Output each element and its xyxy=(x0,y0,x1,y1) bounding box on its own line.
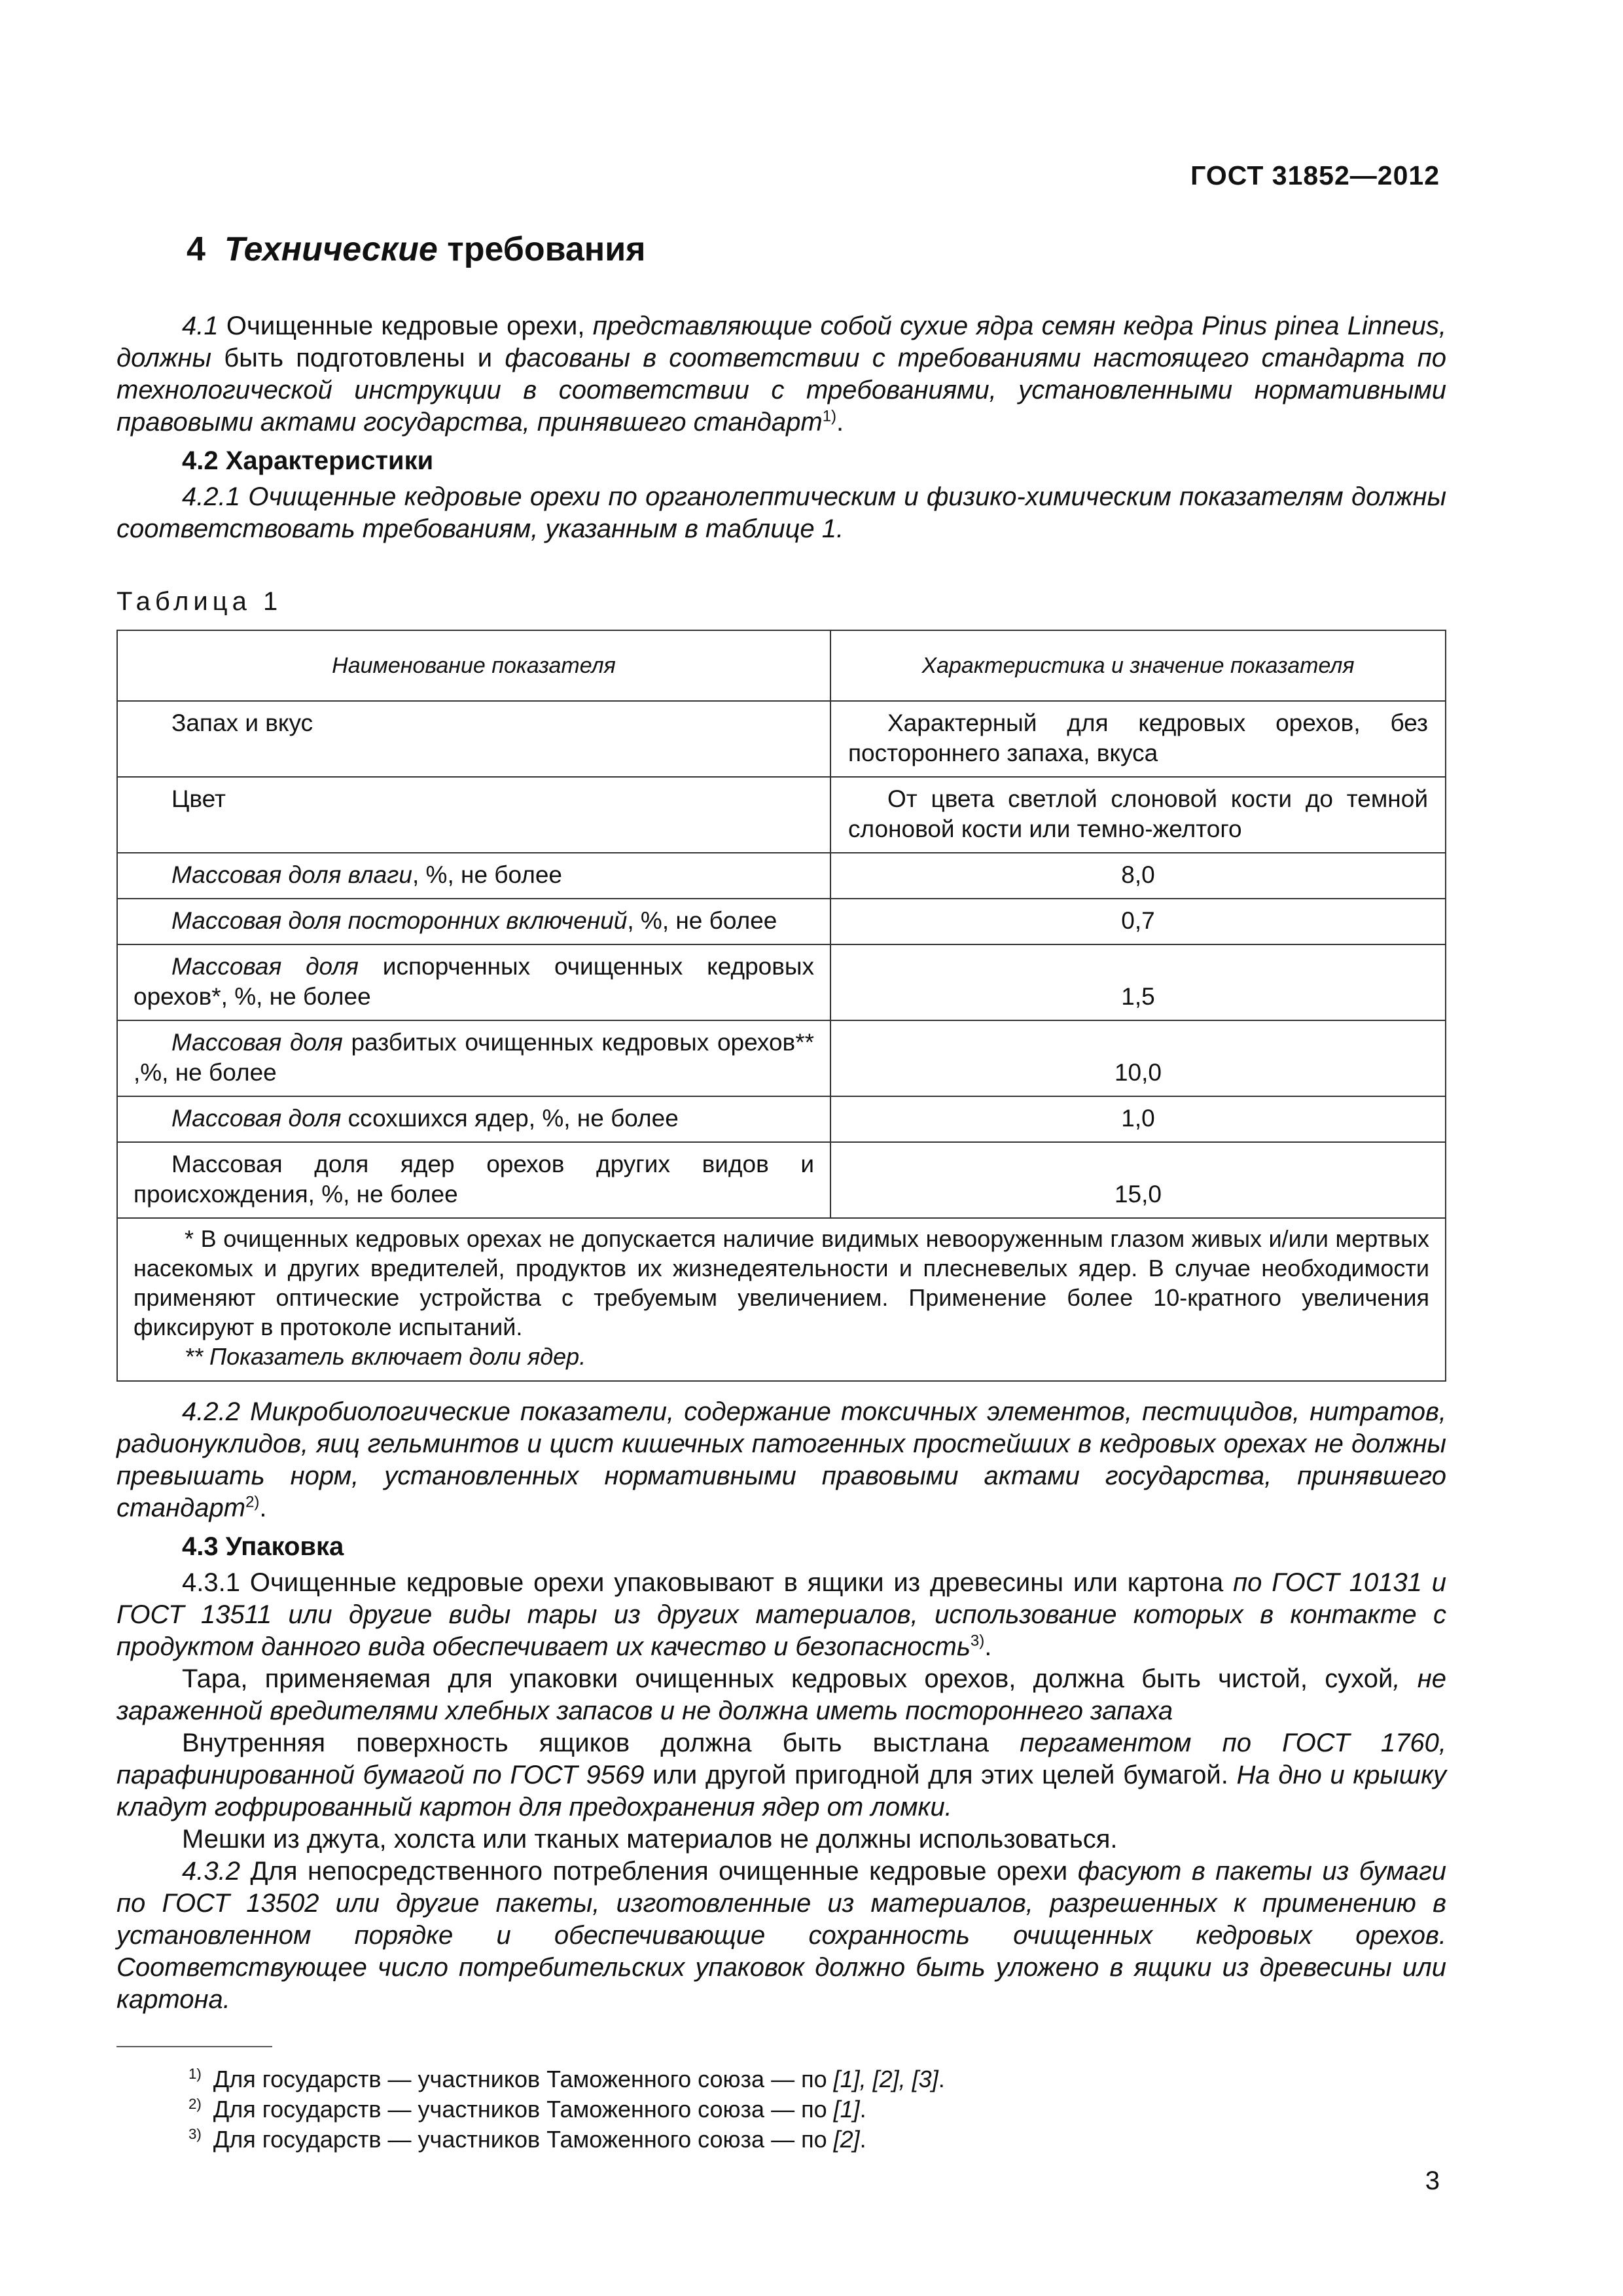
footnote xyxy=(116,2064,1446,2094)
text-run-italic: 4.2.2 Микробиологические показатели, содержание токсичных элементов, пестицидов, нитратов, радионуклидов, яиц гельминтов и цист кишечных патогенных простейших в кедровых орехах не должны превышать норм, установленных нормативными правовыми актами государства, принявшего стандарт xyxy=(116,1397,1446,1522)
table-header-row xyxy=(117,630,1446,701)
cell-text xyxy=(134,906,814,936)
footnote-mark: 2) xyxy=(188,2096,202,2112)
footnote-ref: 1) xyxy=(822,407,837,425)
text-run-italic: Массовая доля посторонних включений xyxy=(171,907,628,934)
table-row xyxy=(117,899,1446,944)
row-name xyxy=(117,701,830,777)
paragraph-4-2-2 xyxy=(116,1396,1446,1524)
row-value: 1,0 xyxy=(830,1096,1446,1142)
footnote-ref: 3) xyxy=(970,1632,985,1650)
text-run: 4.3.1 Очищенные кедровые орехи упаковывают в ящики из древесины или картона xyxy=(182,1568,1234,1597)
text-run-italic: [1], [2], [3] xyxy=(833,2066,938,2092)
text-run-italic: пергаментом по ГОСТ 1760, парафинированной бумагой по ГОСТ 9569 xyxy=(116,1729,1446,1789)
text-run: Для государств — участников Таможенного союза — по xyxy=(213,2066,834,2092)
text-run: , %, не более xyxy=(412,861,563,888)
footnote-ref: 2) xyxy=(245,1493,260,1511)
column-header-name: Наименование показателя xyxy=(117,630,830,701)
paragraph-bags: Мешки из джута, холста или тканых материалов не должны использоваться. xyxy=(182,1825,1118,1854)
paragraph-4-1 xyxy=(116,310,1446,439)
table-notes xyxy=(117,1218,1446,1381)
table-row xyxy=(117,944,1446,1020)
row-name xyxy=(117,1096,830,1142)
text-run: , %, не более xyxy=(627,907,777,934)
cell-text xyxy=(134,860,814,890)
cell-text xyxy=(134,1028,814,1088)
footnote-separator xyxy=(116,2046,272,2047)
paragraph-4-3-1 xyxy=(116,1567,1446,1663)
standard-designation: ГОСТ 31852—2012 xyxy=(1190,160,1440,190)
text-run-italic: Массовая доля xyxy=(171,953,359,980)
row-name xyxy=(117,853,830,899)
text-run-italic: Массовая доля xyxy=(171,1105,342,1132)
text-run: . xyxy=(259,1494,267,1522)
text-run: быть подготовлены и xyxy=(211,344,505,372)
row-value: 1,5 xyxy=(830,944,1446,1020)
text-run-italic: [1] xyxy=(833,2096,860,2123)
paragraph-4-2-1 xyxy=(116,481,1446,545)
cell-text xyxy=(134,1103,814,1134)
text-run-italic: На дно и крышку кладут гофрированный картон для предохранения ядер от ломки. xyxy=(116,1761,1447,1821)
row-value: 10,0 xyxy=(830,1020,1446,1096)
row-value: От цвета светлой слоновой кости до темной слоновой кости или темно-желтого xyxy=(830,777,1446,853)
text-run-italic: Массовая доля xyxy=(171,1029,343,1056)
page-number: 3 xyxy=(1425,2166,1440,2195)
paragraph-4-3-2 xyxy=(116,1856,1446,2016)
table-note-2: ** Показатель включает доли ядер. xyxy=(185,1343,586,1370)
table-row xyxy=(117,777,1446,853)
text-run: Для государств — участников Таможенного союза — по xyxy=(213,2126,834,2153)
footnote-mark: 1) xyxy=(188,2066,202,2082)
table-row xyxy=(117,701,1446,777)
section-title-italic: Технические xyxy=(224,230,438,268)
text-run: ссохшихся ядер, %, не более xyxy=(341,1105,679,1132)
text-run: испорченных очищенных кедровых орехов*, %, не более xyxy=(134,953,814,1010)
paragraph-tara xyxy=(116,1663,1446,1727)
characteristics-table xyxy=(116,630,1446,1382)
text-run: разбитых очищенных кедровых орехов** ,%, не более xyxy=(134,1029,814,1086)
cell-text: Массовая доля ядер орехов других видов и происхождения, %, не более xyxy=(134,1151,814,1208)
table-row xyxy=(117,1096,1446,1142)
text-run: . xyxy=(859,2096,866,2123)
text-run-italic: фасуют в пакеты из бумаги по ГОСТ 13502 или другие пакеты, изготовленные из материалов, разрешенных к применению в установленном порядке и обеспечивающие сохранность очищенных кедровых орехов. Соответствующее число потребительских упаковок должно быть уложено в ящики из древесины или картона. xyxy=(116,1857,1447,2014)
cell-text: Запах и вкус xyxy=(171,709,313,736)
table-caption: Таблица 1 xyxy=(116,587,283,616)
section-number: 4 xyxy=(187,230,205,268)
row-name xyxy=(117,1020,830,1096)
text-run: . xyxy=(859,2126,866,2153)
column-header-value: Характеристика и значение показателя xyxy=(830,630,1446,701)
text-run-italic: фасованы в соответствии с требованиями настоящего стандарта по технологической инструкции в соответствии с требованиями, установленными нормативными правовыми актами государства, принявшего стандарт xyxy=(116,344,1447,437)
table-row xyxy=(117,1142,1446,1218)
paragraph-inner-surface xyxy=(116,1727,1446,1823)
row-value: Характерный для кедровых орехов, без постороннего запаха, вкуса xyxy=(830,701,1446,777)
cell-text xyxy=(134,952,814,1012)
row-name xyxy=(117,944,830,1020)
text-run: Очищенные кедровые орехи, xyxy=(218,312,593,340)
text-run: Для непосредственного потребления очищенные кедровые орехи xyxy=(240,1857,1078,1886)
text-run: Внутренняя поверхность ящиков должна быть выстлана xyxy=(182,1729,1020,1757)
text-run: или другой пригодной для этих целей бумагой. xyxy=(644,1761,1237,1789)
paragraph-number: 4.3.2 xyxy=(182,1857,240,1886)
table-notes-row xyxy=(117,1218,1446,1381)
section-title-rest: требования xyxy=(447,230,646,268)
footnote xyxy=(116,2094,1446,2125)
text-run-italic: представляющие собой сухие ядра семян кедра Pinus pinea Linneus, должны xyxy=(116,312,1446,372)
section-heading xyxy=(116,229,1446,270)
table-note-1: * В очищенных кедровых орехах не допускается наличие видимых невооруженным глазом живых и/или мертвых насекомых и других вредителей, продуктов их жизнедеятельности и плесневелых ядер. В случае необходимости применяют оптические устройства с требуемым увеличением. Применение более 10-кратного увеличения фиксируют в протоколе испытаний. xyxy=(134,1225,1429,1340)
table-row xyxy=(117,1020,1446,1096)
text-run-italic: Массовая доля влаги xyxy=(171,861,412,888)
text-run-italic: [2] xyxy=(833,2126,860,2153)
row-name xyxy=(117,1142,830,1218)
text-run-italic: 4.2.1 Очищенные кедровые орехи по органолептическим и физико-химическим показателям должны соответствовать требованиям, указанным в таблице 1. xyxy=(116,482,1446,543)
table-row xyxy=(117,853,1446,899)
text-run: . xyxy=(984,1632,992,1661)
text-run: . xyxy=(836,408,844,437)
row-value: 15,0 xyxy=(830,1142,1446,1218)
text-run: Для государств — участников Таможенного союза — по xyxy=(213,2096,834,2123)
text-run-italic: , не зараженной вредителями хлебных запасов и не должна иметь постороннего запаха xyxy=(116,1664,1447,1725)
footnote-mark: 3) xyxy=(188,2126,202,2142)
text-run-italic: по ГОСТ 10131 и ГОСТ 13511 или другие виды тары из других материалов, использование которых в контакте с продуктом данного вида обеспечивает их качество и безопасность xyxy=(116,1568,1447,1661)
row-name xyxy=(117,777,830,853)
paragraph-number: 4.1 xyxy=(182,312,219,340)
subsection-4-3-title: 4.3 Упаковка xyxy=(182,1532,344,1561)
footnote xyxy=(116,2125,1446,2155)
row-name xyxy=(117,899,830,944)
row-value: 8,0 xyxy=(830,853,1446,899)
page-content xyxy=(116,229,1446,2155)
subsection-4-2-title: 4.2 Характеристики xyxy=(182,446,434,475)
text-run: Тара, применяемая для упаковки очищенных кедровых орехов, должна быть чистой, сухой xyxy=(182,1664,1393,1693)
cell-text: Цвет xyxy=(171,785,226,812)
text-run: . xyxy=(938,2066,945,2092)
row-value: 0,7 xyxy=(830,899,1446,944)
